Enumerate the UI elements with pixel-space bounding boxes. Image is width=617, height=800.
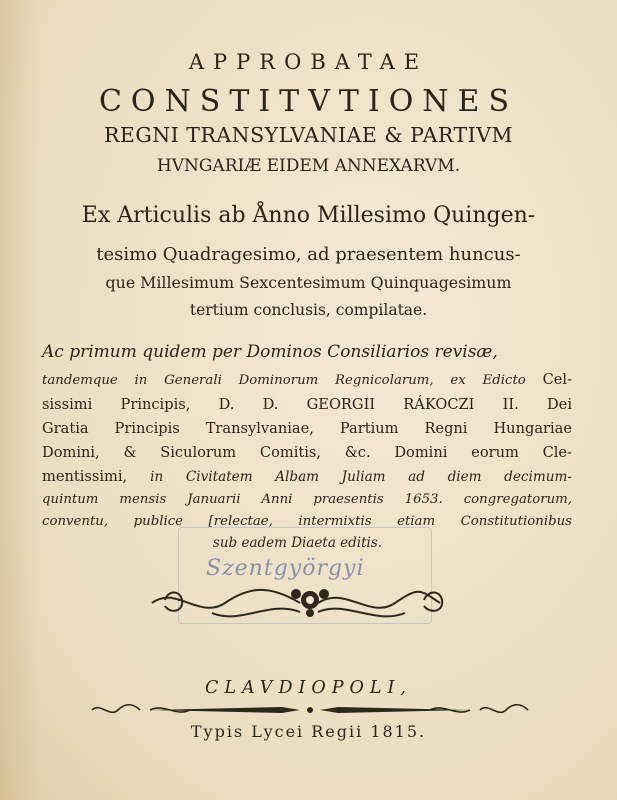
body-line-9: sub eadem Diaeta editis. bbox=[212, 535, 383, 551]
body-line-2b: Cel- bbox=[542, 371, 572, 388]
subtitle-line-3: que Millesimum Sexcentesimum Quinquagesimum bbox=[105, 273, 512, 292]
imprint-press: Typis Lycei Regii 1815. bbox=[190, 722, 427, 741]
subtitle-line-1: Ex Articulis ab Ånno Millesimo Quingen- bbox=[81, 203, 536, 228]
subtitle-line-2: tesimo Quadragesimo, ad praesentem huncus- bbox=[96, 244, 521, 265]
body-line-2a: tandemque in Generali Dominorum Regnicolarum, ex Edicto bbox=[42, 373, 526, 388]
body-line-6b: in Civitatem Albam Juliam ad diem decimum- bbox=[150, 469, 573, 485]
body-line-3: sissimi Principis, D. D. GEORGII RÁKOCZI II. Dei bbox=[42, 396, 572, 413]
subtitle-line-4: tertium conclusis, compilatae. bbox=[189, 301, 428, 319]
handwritten-signature: Szentgyörgyi bbox=[206, 556, 365, 581]
title-line-regni: REGNI TRANSYLVANIAE & PARTIVM bbox=[103, 123, 514, 147]
body-line-1: Ac primum quidem per Dominos Consiliarios revisæ, bbox=[42, 342, 498, 362]
title-line-hungariae: HVNGARIÆ EIDEM ANNEXARVM. bbox=[156, 156, 461, 176]
body-line-4: Gratia Principis Transylvaniae, Partium Regni Hungariae bbox=[42, 420, 572, 437]
body-line-6a: mentissimi, bbox=[42, 468, 128, 485]
imprint-city: CLAVDIOPOLI, bbox=[205, 678, 412, 698]
title-line-approbatae: APPROBATAE bbox=[188, 50, 429, 74]
body-line-7: quintum mensis Januarii Anni praesentis 1653. congregatorum, bbox=[42, 492, 572, 507]
body-line-8: conventu, publice [relectae, intermixtis etiam Constitutionibus bbox=[42, 514, 572, 529]
body-line-5: Domini, & Siculorum Comitis, &c. Domini eorum Cle- bbox=[42, 444, 572, 461]
title-line-constitutiones: CONSTITVTIONES bbox=[98, 84, 519, 119]
